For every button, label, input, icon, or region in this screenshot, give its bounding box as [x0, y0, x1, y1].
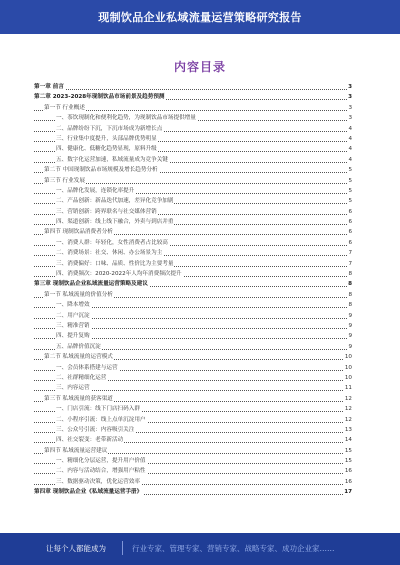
toc-entry-label: 第二节 私域流量的运营模式 [44, 354, 113, 361]
toc-entry-label: 一、降本增效 [56, 302, 90, 309]
document-title: 现制饮品企业私域流量运营策略研究报告 [98, 11, 302, 24]
toc-entry[interactable] [34, 269, 352, 279]
toc-entry-label: 一、会员体系搭建与运营 [56, 364, 118, 371]
toc-entry[interactable] [34, 155, 352, 165]
toc-entry-label: 三、数据驱动决策，优化运营效率 [56, 478, 140, 485]
toc-title: 内容目录 [173, 60, 226, 74]
toc-entry-label: 第一节 私域流量的价值分析 [44, 291, 113, 298]
toc-entry-label: 三、营销创新：跨界联名与社交媒体营销 [56, 208, 157, 215]
toc-entry-label: 二、小程序引流：线上点单沉淀用户 [56, 416, 146, 423]
toc-entry-label: 第四节 私域流量运营建议 [44, 447, 108, 454]
toc-entry[interactable] [34, 248, 352, 258]
toc-entry-label: 第四节 现制饮品消费者分析 [44, 229, 113, 236]
toc-entry-page: 9 [347, 342, 352, 352]
toc-entry[interactable] [34, 352, 352, 362]
toc-entry-page: 9 [347, 321, 352, 331]
toc-entry-label: 第三章 现制饮品企业私域流量运营策略及建议 [34, 281, 148, 288]
toc-entry-label: 三、公众号引流：内容吸引关注 [56, 426, 135, 433]
toc-entry-page: 5 [347, 186, 352, 196]
toc-entry[interactable] [34, 227, 352, 237]
toc-entry-label: 一、消费人群：年轻化，女性消费者占比较高 [56, 239, 168, 246]
toc-entry-label: 一、品牌化发展，连锁化率提升 [56, 187, 135, 194]
toc-entry[interactable] [34, 394, 352, 404]
toc-entry-page: 13 [344, 425, 352, 435]
toc-entry[interactable] [34, 290, 352, 300]
toc-entry-page: 8 [347, 269, 352, 279]
toc-entry[interactable] [34, 342, 352, 352]
toc-entry-page: 5 [347, 165, 352, 175]
toc-entry-page: 5 [347, 196, 352, 206]
toc-entry-label: 三、行业集中度提升，头部品牌优势明显 [56, 135, 157, 142]
toc-entry-page: 7 [347, 259, 352, 269]
toc-entry[interactable] [34, 113, 352, 123]
toc-entry[interactable] [34, 487, 352, 497]
toc-entry-page: 6 [347, 207, 352, 217]
toc-entry-label: 一、精细化分层运营，提升用户价值 [56, 458, 146, 465]
toc-entry[interactable] [34, 363, 352, 373]
toc-entry-label: 二、品牌纷纷下沉，下沉市场成为新增长点 [56, 125, 163, 132]
toc-entry-label: 二、消费场景：社交、休闲、办公场景为主 [56, 250, 163, 257]
toc-entry-page: 12 [344, 394, 352, 404]
toc-entry-label: 四、消费频次：2020-2022年人均年消费频次提升 [56, 271, 182, 278]
footer-divider [122, 541, 123, 555]
toc-entry-label: 第四章 现制饮品企业《私域流量运营手册》 [34, 489, 143, 496]
toc-entry-page: 12 [344, 404, 352, 414]
footer-tagline: 行业专家、管理专家、营销专家、战略专家、成功企业家…… [132, 544, 335, 553]
toc-entry-label: 四、健康化、低糖化趋势显现，原料升级 [56, 146, 157, 153]
toc-entry[interactable] [34, 477, 352, 487]
toc-entry-page: 15 [344, 456, 352, 466]
footer-slogan: 让每个人都能成为 [46, 544, 106, 553]
toc-entry-label: 四、社交裂变：老带新活动 [56, 437, 124, 444]
toc-entry[interactable] [34, 435, 352, 445]
toc-entry-label: 二、用户沉淀 [56, 312, 90, 319]
toc-entry-page: 10 [344, 352, 352, 362]
toc-entry[interactable] [34, 383, 352, 393]
toc-entry[interactable] [34, 103, 352, 113]
footer-bar [0, 533, 400, 565]
toc-entry-label: 一、门店引流：线下门店扫码入群 [56, 406, 140, 413]
toc-entry-label: 第二节 中国现制饮品市场规模及增长趋势分析 [44, 167, 158, 174]
toc-entry-page: 14 [344, 435, 352, 445]
toc-entry[interactable] [34, 92, 352, 102]
toc-entry[interactable] [34, 279, 352, 289]
toc-entry-page: 4 [347, 155, 352, 165]
toc-entry-page: 4 [347, 144, 352, 154]
toc-entry[interactable] [34, 456, 352, 466]
toc-entry[interactable] [34, 134, 352, 144]
toc-entry[interactable] [34, 300, 352, 310]
toc-entry[interactable] [34, 82, 352, 92]
toc-entry-page: 11 [344, 383, 352, 393]
toc-entry[interactable] [34, 404, 352, 414]
toc-entry-label: 四、提升复购 [56, 333, 90, 340]
toc-entry-label: 五、数字化运营加速，私域流量成为竞争关键 [56, 156, 168, 163]
toc-entry-label: 三、消费偏好：口味、品质、性价比为主要考量 [56, 260, 174, 267]
toc-entry[interactable] [34, 321, 352, 331]
toc-entry-label: 二、产品创新：新品迭代加速，差异化竞争加剧 [56, 198, 174, 205]
toc-entry-page: 6 [347, 227, 352, 237]
table-of-contents [34, 82, 352, 498]
toc-entry-label: 三、内容运营 [56, 385, 90, 392]
toc-entry-label: 第一节 行业概述 [44, 104, 85, 111]
toc-entry[interactable] [34, 373, 352, 383]
toc-entry-page: 3 [347, 113, 352, 123]
toc-entry-label: 二、内容与活动结合，增强用户粘性 [56, 468, 146, 475]
toc-entry[interactable] [34, 415, 352, 425]
toc-entry[interactable] [34, 259, 352, 269]
toc-entry-page: 16 [344, 466, 352, 476]
toc-entry[interactable] [34, 425, 352, 435]
toc-entry-page: 3 [347, 103, 352, 113]
toc-entry-label: 四、渠道创新：线上线下融合，外卖与到店并重 [56, 219, 174, 226]
toc-entry[interactable] [34, 165, 352, 175]
toc-entry[interactable] [34, 207, 352, 217]
toc-entry-page: 8 [347, 279, 352, 289]
toc-entry[interactable] [34, 124, 352, 134]
toc-entry-page: 12 [344, 415, 352, 425]
toc-entry[interactable] [34, 311, 352, 321]
toc-entry[interactable] [34, 176, 352, 186]
toc-entry-page: 6 [347, 217, 352, 227]
toc-entry[interactable] [34, 446, 352, 456]
toc-entry[interactable] [34, 217, 352, 227]
toc-entry-label: 第二章 2023-2028年现制饮品市场前景及趋势预测 [34, 94, 165, 101]
toc-entry[interactable] [34, 186, 352, 196]
toc-entry-label: 三、精准营销 [56, 322, 90, 329]
toc-entry-label: 五、品牌价值沉淀 [56, 343, 101, 350]
toc-entry-page: 16 [344, 477, 352, 487]
toc-entry-page: 4 [347, 124, 352, 134]
toc-entry[interactable] [34, 238, 352, 248]
toc-entry-page: 8 [347, 300, 352, 310]
toc-entry-page: 6 [347, 238, 352, 248]
toc-entry-label: 第三节 行业发展 [44, 177, 85, 184]
toc-entry-page: 9 [347, 311, 352, 321]
toc-entry-label: 第一章 前言 [34, 84, 64, 90]
toc-entry-label: 一、茶饮现制化和便利化趋势，为现制饮品市场提供增量 [56, 115, 196, 122]
toc-entry-page: 3 [347, 92, 352, 102]
toc-entry[interactable] [34, 196, 352, 206]
toc-entry-page: 9 [347, 331, 352, 341]
toc-entry-page: 3 [347, 82, 352, 92]
toc-entry-label: 第三节 私域流量的获客渠道 [44, 395, 113, 402]
toc-entry-page: 5 [347, 176, 352, 186]
toc-entry-page: 7 [347, 248, 352, 258]
toc-entry-page: 17 [343, 487, 352, 497]
toc-entry-label: 二、社群精细化运营 [56, 374, 107, 381]
toc-entry-page: 8 [347, 290, 352, 300]
toc-entry-page: 10 [344, 363, 352, 373]
toc-leader-dots [34, 82, 347, 90]
toc-entry[interactable] [34, 144, 352, 154]
toc-entry[interactable] [34, 466, 352, 476]
toc-entry[interactable] [34, 331, 352, 341]
toc-entry-page: 4 [347, 134, 352, 144]
toc-entry-page: 15 [344, 446, 352, 456]
toc-entry-page: 10 [344, 373, 352, 383]
